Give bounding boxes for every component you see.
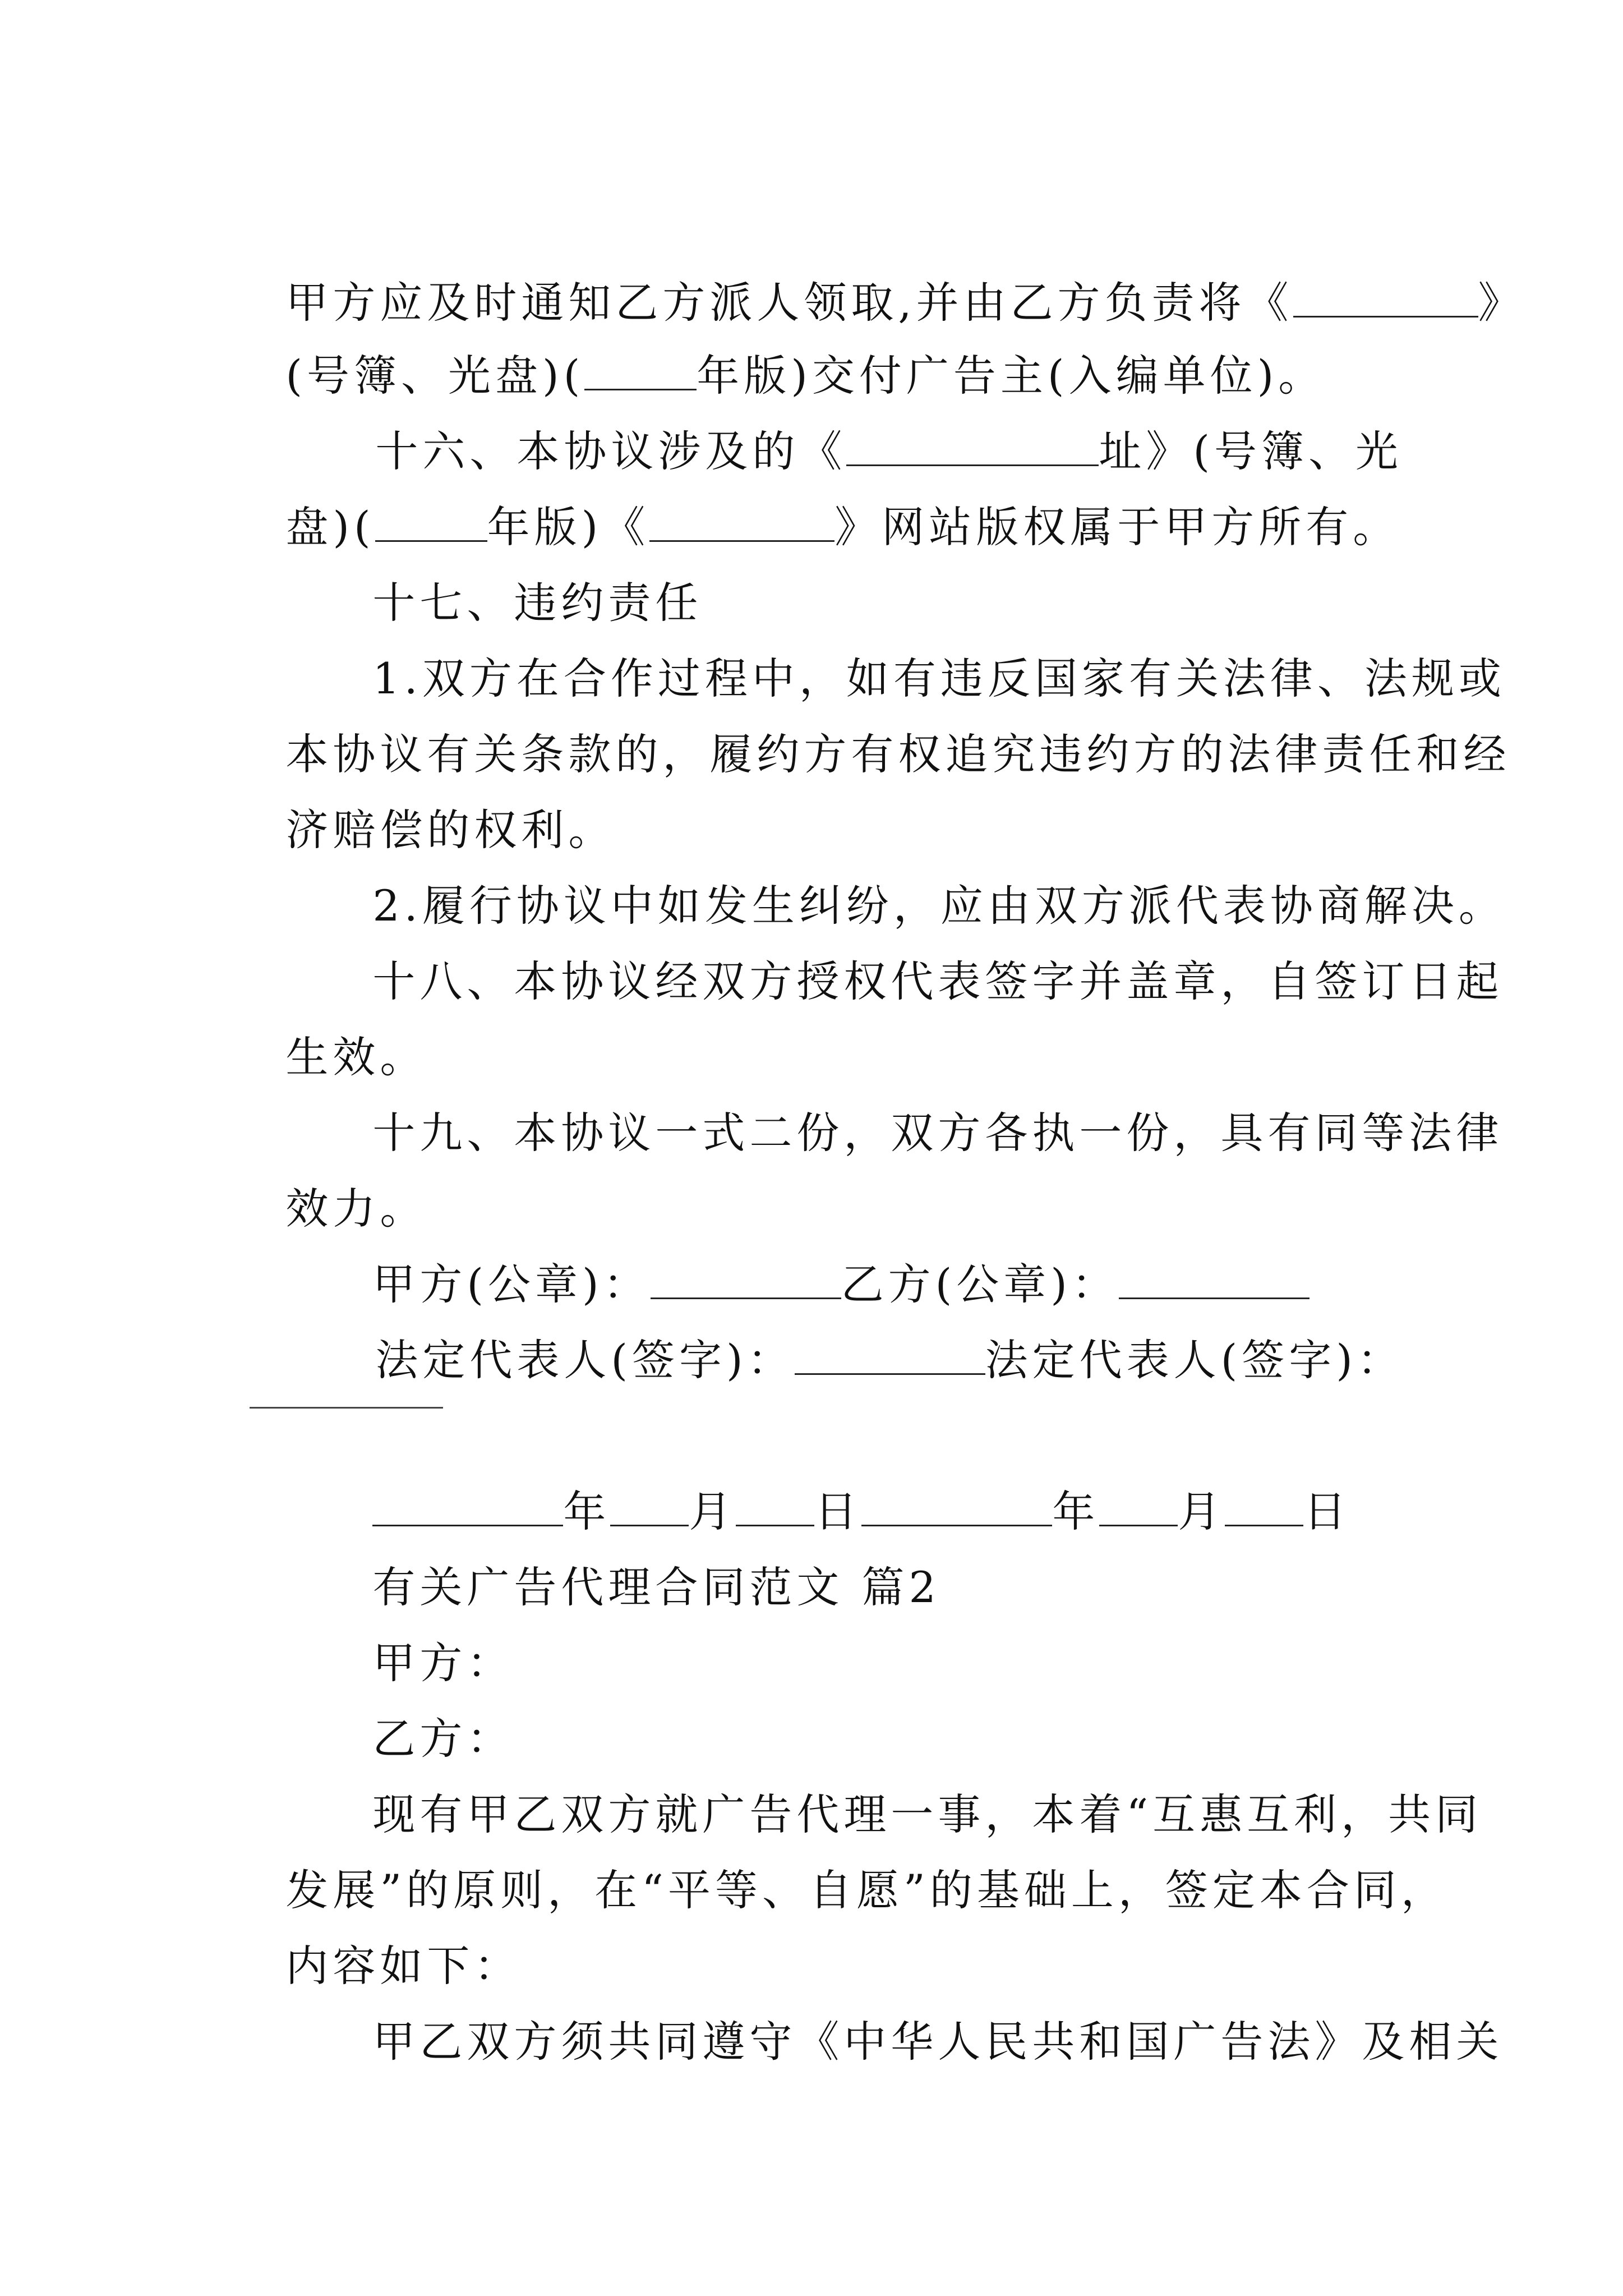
seal-line [336,1200,1310,1309]
date-line [336,1428,1351,1536]
text-segment: 十七、违约责任 [372,578,703,628]
text-segment: 现有甲乙双方就广告代理一事，本着“互惠互利，共同 [372,1789,1483,1839]
paragraph-line [250,1882,522,1991]
day-label: 日 [814,1487,862,1536]
fill-blank [1099,1489,1178,1526]
text-segment: 》 [1478,278,1525,328]
paragraph-line [336,1049,1504,1158]
text-segment: 年版)交付广告主(入编单位)。 [697,351,1326,401]
fill-blank [1225,1489,1303,1526]
text-segment: 年版)《 [487,502,650,552]
paragraph-line [336,1731,1483,1839]
text-segment: 址》(号簿、光 [1099,426,1403,476]
year-label: 年 [1052,1487,1100,1536]
paragraph-line [336,595,1506,703]
text-segment: 十九、本协议一式二份，双方各执一份，具有同等法律 [372,1108,1504,1158]
text-segment: 效力。 [285,1184,427,1234]
signature-line [339,1276,1404,1385]
text-segment: 本协议有关条款的，履约方有权追究违约方的法律责任和经 [285,729,1511,779]
text-segment: 盘)( [285,502,375,552]
paragraph-line [336,898,1504,1006]
text-segment: 有关广告代理合同范文 篇2 [372,1562,940,1612]
text-segment: 济赔偿的权利。 [285,805,616,855]
party-a-representative-label: 法定代表人(签字)： [375,1335,795,1385]
paragraph-line [336,1958,1504,2067]
section-title [336,1503,940,1612]
party-b-representative-label: 法定代表人(签字)： [985,1335,1404,1385]
paragraph-line [250,670,1511,779]
party-b-seal-label: 乙方(公章)： [841,1259,1119,1309]
signature-blank [250,1407,443,1409]
party-b-label: 乙方： [372,1714,514,1764]
paragraph-line [336,822,1506,931]
text-segment: 十八、本协议经双方授权代表签字并盖章，自签订日起 [372,956,1504,1006]
day-label: 日 [1303,1487,1351,1536]
paragraph-line [250,292,1326,401]
paragraph-line [339,367,1403,476]
section-heading [336,519,703,628]
party-a-line [336,1579,514,1688]
text-segment: 1.双方在合作过程中，如有违反国家有关法律、法规或 [372,654,1506,703]
text-segment: 甲方应及时通知乙方派人领取,并由乙方负责将《 [285,278,1293,328]
text-segment: 》网站版权属于甲方所有。 [834,502,1400,552]
paragraph-line [250,443,1400,552]
paragraph-line [250,1806,1448,1915]
fill-blank [795,1337,985,1375]
party-b-line [336,1655,514,1764]
text-segment: 2.履行协议中如发生纠纷，应由双方派代表协商解决。 [372,881,1506,931]
paragraph-line [250,746,616,855]
text-segment: 十六、本协议涉及的《 [375,426,847,476]
text-segment: (号簿、光盘)( [285,351,585,401]
month-label: 月 [689,1487,736,1536]
year-label: 年 [563,1487,611,1536]
paragraph-line [250,973,427,1082]
text-segment: 甲乙双方须共同遵守《中华人民共和国广告法》及相关 [372,2017,1504,2067]
party-a-label: 甲方： [372,1638,514,1688]
text-segment: 发展”的原则，在“平等、自愿”的基础上，签定本合同， [285,1865,1448,1915]
paragraph-line [250,219,1525,328]
text-segment: 内容如下： [285,1941,522,1991]
party-a-seal-label: 甲方(公章)： [372,1259,651,1309]
text-segment: 生效。 [285,1032,427,1082]
month-label: 月 [1178,1487,1225,1536]
paragraph-line [250,1125,427,1234]
